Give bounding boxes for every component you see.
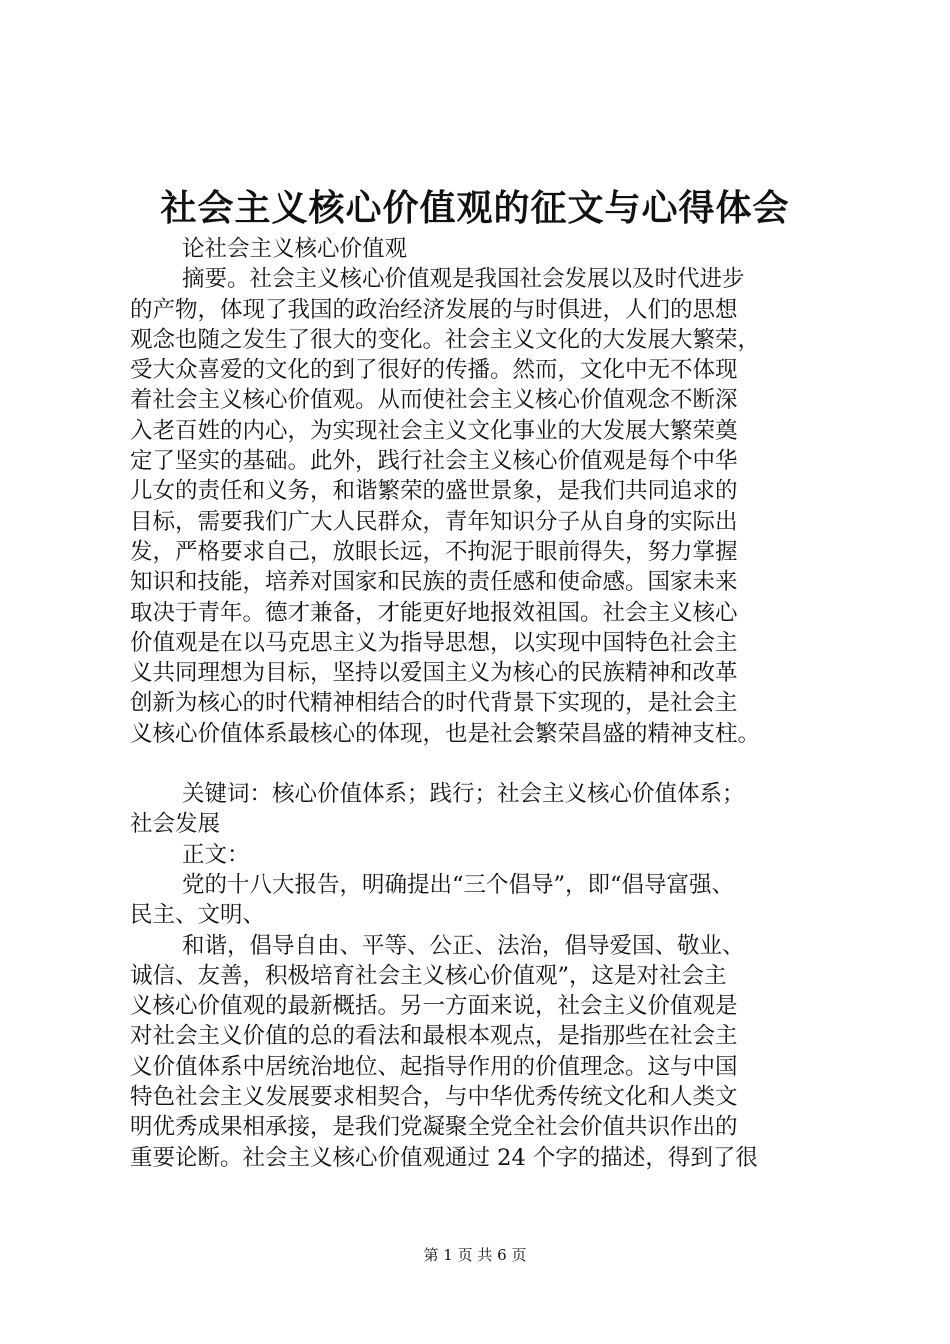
body-line: 和谐，倡导自由、平等、公正、法治，倡导爱国、敬业、 bbox=[182, 932, 745, 959]
abstract-line: 知识和技能，培养对国家和民族的责任感和使命感。国家未来 bbox=[130, 569, 738, 596]
body-heading: 正文： bbox=[182, 841, 250, 868]
subtitle: 论社会主义核心价值观 bbox=[182, 236, 408, 262]
abstract-line: 受大众喜爱的文化的到了很好的传播。然而，文化中无不体现 bbox=[130, 357, 738, 384]
body-line: 明优秀成果相承接，是我们党凝聚全党全社会价值共识作出的 bbox=[130, 1114, 738, 1141]
abstract-line: 目标，需要我们广大人民群众，青年知识分子从自身的实际出 bbox=[130, 508, 738, 535]
body-line: 重要论断。社会主义核心价值观通过 24 个字的描述，得到了很 bbox=[130, 1144, 758, 1171]
body-line: 民主、文明、 bbox=[130, 902, 266, 929]
abstract-line: 着社会主义核心价值观。从而使社会主义核心价值观念不断深 bbox=[130, 387, 738, 414]
body-paragraph-2 bbox=[130, 931, 830, 1173]
abstract-line: 儿女的责任和义务，和谐繁荣的盛世景象，是我们共同追求的 bbox=[130, 478, 738, 505]
abstract-line: 定了坚实的基础。此外，践行社会主义核心价值观是每个中华 bbox=[130, 448, 738, 475]
document-title: 社会主义核心价值观的征文与心得体会 bbox=[160, 187, 790, 229]
body-line: 特色社会主义发展要求相契合，与中华优秀传统文化和人类文 bbox=[130, 1084, 738, 1111]
document-body bbox=[130, 234, 830, 1173]
abstract-line: 义共同理想为目标，坚持以爱国主义为核心的民族精神和改革 bbox=[130, 660, 738, 687]
abstract-line: 创新为核心的时代精神相结合的时代背景下实现的，是社会主 bbox=[130, 690, 738, 717]
keywords-line: 关键词：核心价值体系；践行；社会主义核心价值体系； bbox=[182, 781, 745, 808]
abstract-line: 取决于青年。德才兼备，才能更好地报效祖国。社会主义核心 bbox=[130, 599, 738, 626]
abstract-line: 观念也随之发生了很大的变化。社会主义文化的大发展大繁荣， bbox=[130, 326, 761, 353]
body-line: 对社会主义价值的总的看法和最根本观点，是指那些在社会主 bbox=[130, 1023, 738, 1050]
body-line: 义核心价值观的最新概括。另一方面来说，社会主义价值观是 bbox=[130, 993, 738, 1020]
body-paragraph-1 bbox=[130, 870, 830, 931]
abstract-line: 的产物，体现了我国的政治经济发展的与时俱进，人们的思想 bbox=[130, 296, 738, 323]
abstract-line: 价值观是在以马克思主义为指导思想，以实现中国特色社会主 bbox=[130, 629, 738, 656]
abstract-line: 摘要。社会主义核心价值观是我国社会发展以及时代进步 bbox=[182, 266, 745, 293]
keywords-line: 社会发展 bbox=[130, 811, 221, 838]
abstract-line: 入老百姓的内心，为实现社会主义文化事业的大发展大繁荣奠 bbox=[130, 417, 738, 444]
body-line: 诚信、友善，积极培育社会主义核心价值观”，这是对社会主 bbox=[130, 962, 727, 989]
abstract-paragraph bbox=[130, 264, 830, 749]
abstract-line: 义核心价值体系最核心的体现，也是社会繁荣昌盛的精神支柱。 bbox=[130, 720, 761, 747]
abstract-line: 发，严格要求自己，放眼长远，不拘泥于眼前得失，努力掌握 bbox=[130, 538, 738, 565]
paragraph-gap bbox=[130, 749, 830, 779]
keywords-paragraph bbox=[130, 779, 830, 840]
body-line: 党的十八大报告，明确提出“三个倡导”，即“倡导富强、 bbox=[182, 871, 735, 898]
page-footer: 第 1 页 共 6 页 bbox=[423, 1246, 527, 1264]
body-line: 义价值体系中居统治地位、起指导作用的价值理念。这与中国 bbox=[130, 1053, 738, 1080]
